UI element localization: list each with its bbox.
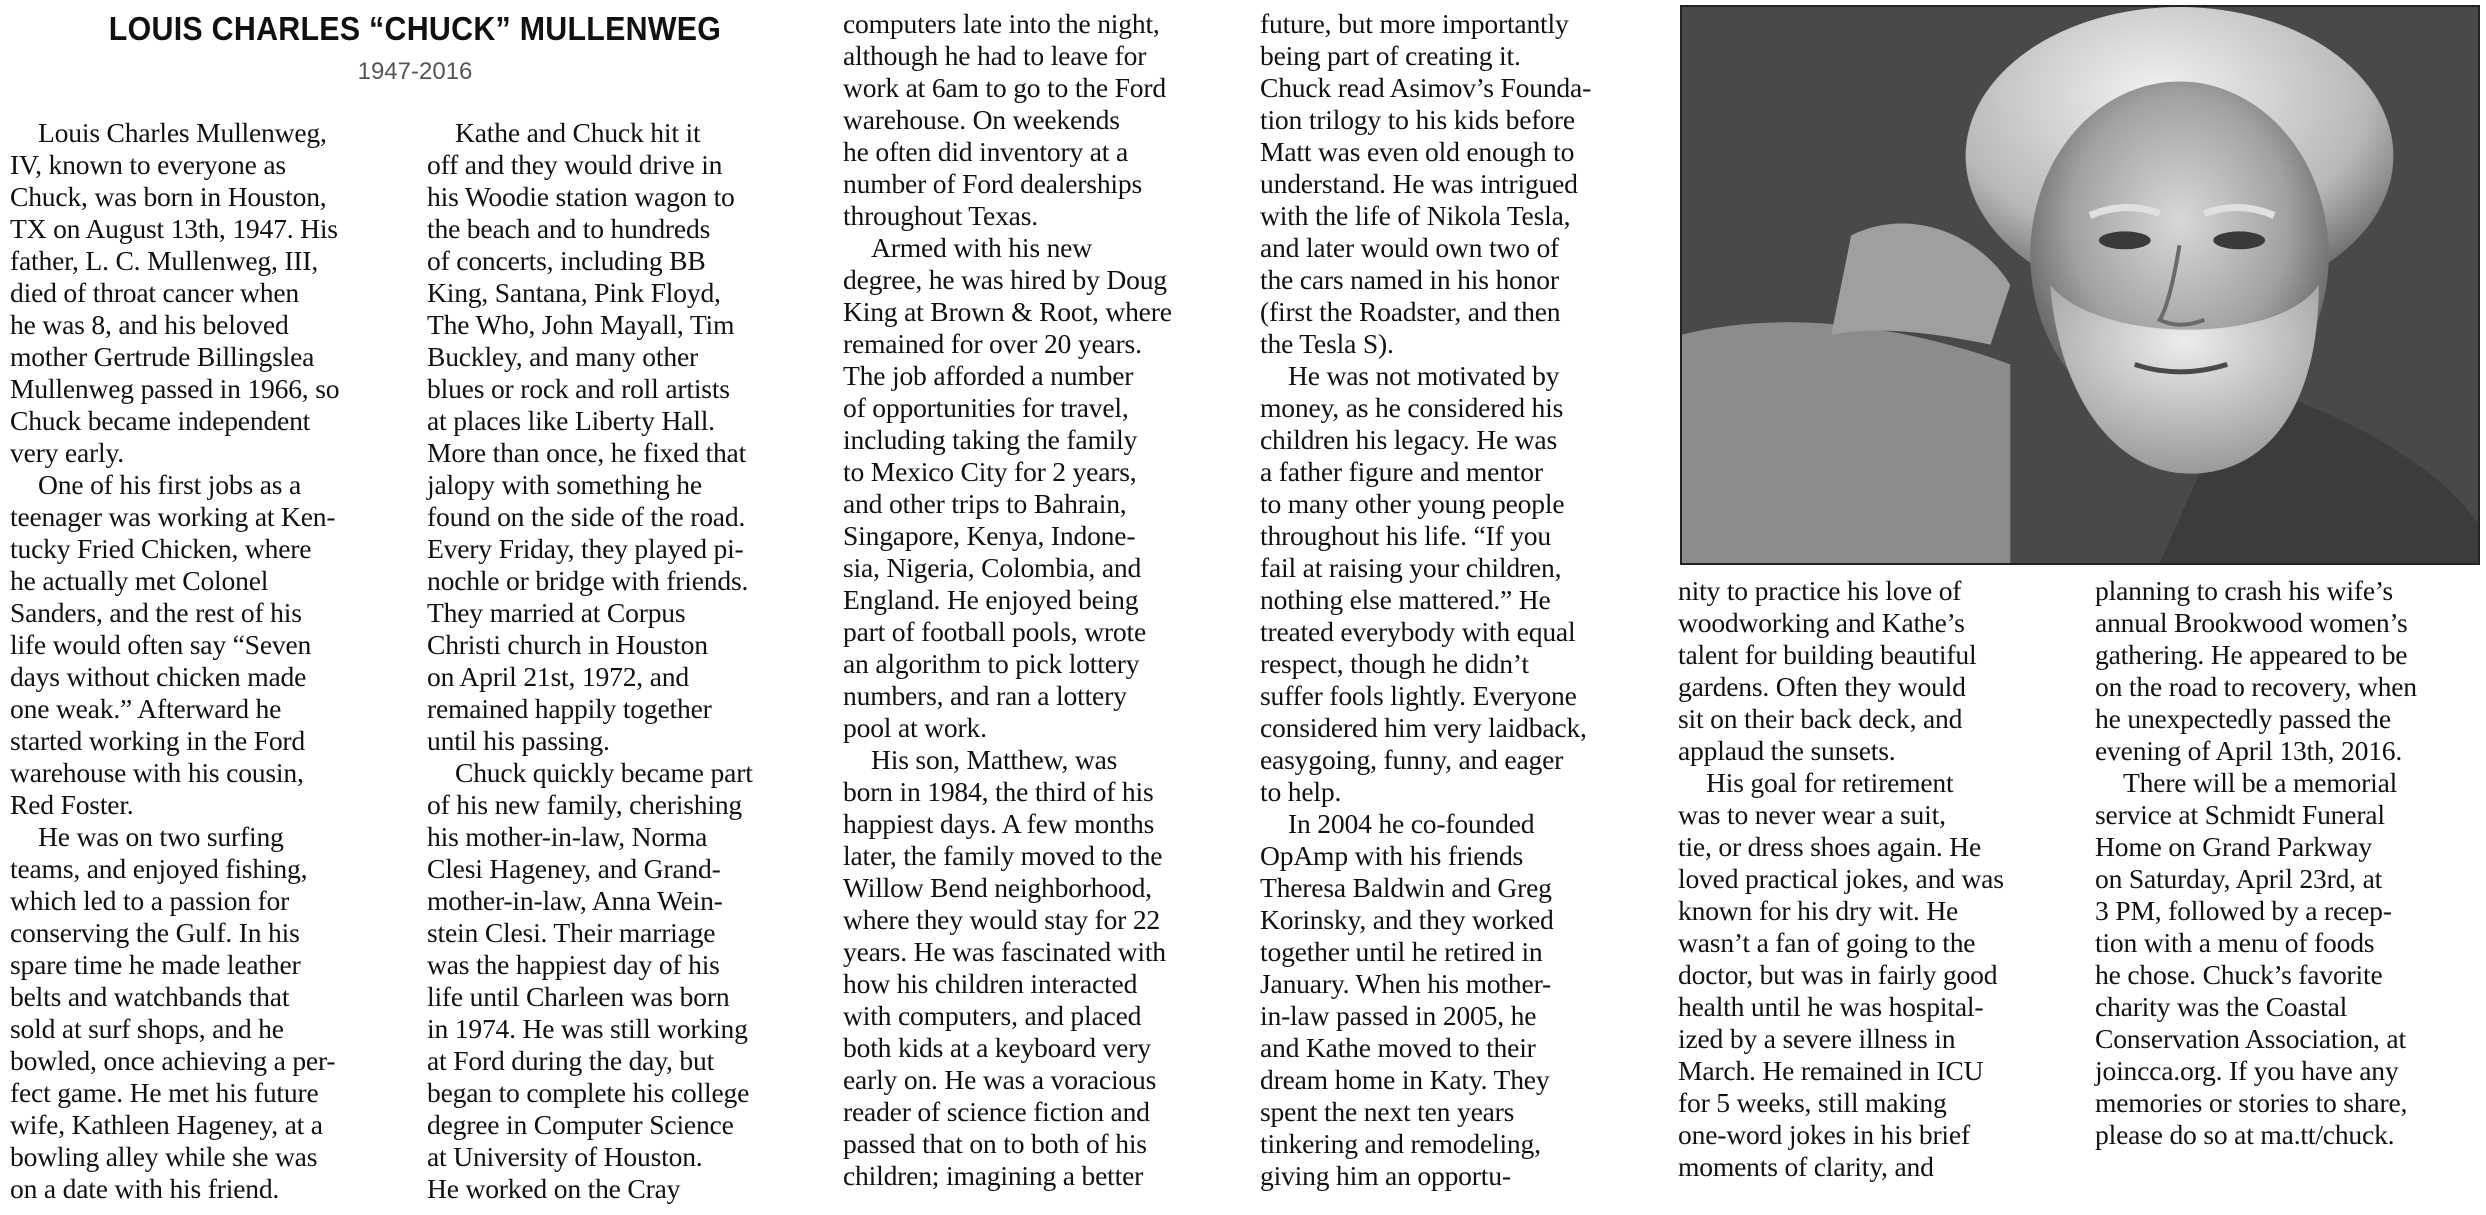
text-line: The job afforded a number <box>843 360 1134 391</box>
text-line: on a date with his friend. <box>10 1173 280 1204</box>
text-line: reader of science fiction and <box>843 1096 1150 1127</box>
text-line: respect, though he didn’t <box>1260 648 1529 679</box>
text-line: although he had to leave for <box>843 40 1147 71</box>
text-line: he unexpectedly passed the <box>2095 703 2391 734</box>
text-line: nochle or bridge with friends. <box>427 565 749 596</box>
text-line: woodworking and Kathe’s <box>1678 607 1965 638</box>
text-line: Sanders, and the rest of his <box>10 597 302 628</box>
text-line: Louis Charles Mullenweg, <box>38 117 327 148</box>
text-line: including taking the family <box>843 424 1138 455</box>
text-line: fect game. He met his future <box>10 1077 319 1108</box>
text-column-5 <box>1678 575 2083 1183</box>
text-line: where they would stay for 22 <box>843 904 1161 935</box>
life-dates: 1947-2016 <box>357 58 473 85</box>
text-line: for 5 weeks, still making <box>1678 1087 1947 1118</box>
text-line: number of Ford dealerships <box>843 168 1143 199</box>
text-line: with the life of Nikola Tesla, <box>1260 200 1571 231</box>
text-line: (first the Roadster, and then <box>1260 296 1561 327</box>
text-line: his Woodie station wagon to <box>427 181 735 212</box>
text-line: dream home in Katy. They <box>1260 1064 1550 1095</box>
text-line: understand. He was intrigued <box>1260 168 1578 199</box>
text-line: belts and watchbands that <box>10 981 290 1012</box>
text-line: died of throat cancer when <box>10 277 299 308</box>
text-line: nothing else mattered.” He <box>1260 584 1551 615</box>
text-line: They married at Corpus <box>427 597 686 628</box>
text-line: IV, known to everyone as <box>10 149 286 180</box>
text-line: warehouse with his cousin, <box>10 757 304 788</box>
text-line: later, the family moved to the <box>843 840 1163 871</box>
text-line: TX on August 13th, 1947. His <box>10 213 338 244</box>
text-line: to help. <box>1260 776 1342 807</box>
text-line: money, as he considered his <box>1260 392 1564 423</box>
text-line: sia, Nigeria, Colombia, and <box>843 552 1142 583</box>
text-line: One of his first jobs as a <box>38 469 302 500</box>
text-line: together until he retired in <box>1260 936 1543 967</box>
text-line: stein Clesi. Their marriage <box>427 917 716 948</box>
text-line: father, L. C. Mullenweg, III, <box>10 245 319 276</box>
text-line: please do so at ma.tt/chuck. <box>2095 1119 2395 1150</box>
text-line: on Saturday, April 23rd, at <box>2095 863 2383 894</box>
text-line: tion with a menu of foods <box>2095 927 2375 958</box>
text-line: planning to crash his wife’s <box>2095 575 2393 606</box>
text-line: Korinsky, and they worked <box>1260 904 1554 935</box>
text-line: England. He enjoyed being <box>843 584 1139 615</box>
text-line: moments of clarity, and <box>1678 1151 1934 1182</box>
text-line: There will be a memorial <box>2123 767 2398 798</box>
text-line: giving him an opportu- <box>1260 1160 1511 1191</box>
text-line: Chuck became independent <box>10 405 311 436</box>
text-line: of concerts, including BB <box>427 245 706 276</box>
text-line: suffer fools lightly. Everyone <box>1260 680 1577 711</box>
text-line: tion trilogy to his kids before <box>1260 104 1575 135</box>
text-line: one weak.” Afterward he <box>10 693 282 724</box>
text-line: tinkering and remodeling, <box>1260 1128 1541 1159</box>
text-line: days without chicken made <box>10 661 307 692</box>
text-line: fail at raising your children, <box>1260 552 1562 583</box>
text-line: on the road to recovery, when <box>2095 671 2417 702</box>
text-line: easygoing, funny, and eager <box>1260 744 1564 775</box>
text-line: in-law passed in 2005, he <box>1260 1000 1537 1031</box>
text-line: known for his dry wit. He <box>1678 895 1959 926</box>
text-line: happiest days. A few months <box>843 808 1155 839</box>
text-line: His son, Matthew, was <box>871 744 1118 775</box>
text-line: Mullenweg passed in 1966, so <box>10 373 340 404</box>
text-line: considered him very laidback, <box>1260 712 1587 743</box>
text-line: remained happily together <box>427 693 712 724</box>
text-line: treated everybody with equal <box>1260 616 1576 647</box>
obituary-title: LOUIS CHARLES “CHUCK” MULLENWEG <box>108 10 722 47</box>
text-line: Singapore, Kenya, Indone- <box>843 520 1136 551</box>
text-line: at Ford during the day, but <box>427 1045 715 1076</box>
text-line: and later would own two of <box>1260 232 1560 263</box>
text-line: part of football pools, wrote <box>843 616 1147 647</box>
text-line: joincca.org. If you have any <box>2095 1055 2399 1086</box>
text-column-3 <box>843 8 1248 1192</box>
text-line: blues or rock and roll artists <box>427 373 730 404</box>
text-line: health until he was hospital- <box>1678 991 1984 1022</box>
text-line: began to complete his college <box>427 1077 750 1108</box>
text-line: Every Friday, they played pi- <box>427 533 744 564</box>
text-line: gardens. Often they would <box>1678 671 1966 702</box>
text-line: on April 21st, 1972, and <box>427 661 689 692</box>
text-line: passed that on to both of his <box>843 1128 1147 1159</box>
text-line: Buckley, and many other <box>427 341 699 372</box>
text-line: 3 PM, followed by a recep- <box>2095 895 2392 926</box>
text-line: work at 6am to go to the Ford <box>843 72 1166 103</box>
text-line: Red Foster. <box>10 789 134 820</box>
text-line: bowled, once achieving a per- <box>10 1045 336 1076</box>
text-line: More than once, he fixed that <box>427 437 747 468</box>
text-line: nity to practice his love of <box>1678 575 1962 606</box>
text-line: very early. <box>10 437 124 468</box>
text-line: sit on their back deck, and <box>1678 703 1963 734</box>
text-line: to many other young people <box>1260 488 1565 519</box>
text-line: Chuck quickly became part <box>455 757 753 788</box>
text-line: was to never wear a suit, <box>1678 799 1946 830</box>
text-line: he was 8, and his beloved <box>10 309 289 340</box>
text-line: an algorithm to pick lottery <box>843 648 1140 679</box>
text-line: off and they would drive in <box>427 149 723 180</box>
text-line: warehouse. On weekends <box>843 104 1120 135</box>
portrait-photo <box>1680 5 2480 565</box>
text-line: started working in the Ford <box>10 725 306 756</box>
text-line: and Kathe moved to their <box>1260 1032 1536 1063</box>
text-line: King at Brown & Root, where <box>843 296 1172 327</box>
text-line: He was on two surfing <box>38 821 284 852</box>
text-column-6 <box>2095 575 2485 1151</box>
text-line: wife, Kathleen Hageney, at a <box>10 1109 323 1140</box>
text-line: he chose. Chuck’s favorite <box>2095 959 2383 990</box>
text-line: throughout his life. “If you <box>1260 520 1551 551</box>
text-line: talent for building beautiful <box>1678 639 1977 670</box>
text-line: numbers, and ran a lottery <box>843 680 1127 711</box>
text-line: which led to a passion for <box>10 885 290 916</box>
text-line: born in 1984, the third of his <box>843 776 1154 807</box>
text-line: mother-in-law, Anna Wein- <box>427 885 723 916</box>
text-line: March. He remained in ICU <box>1678 1055 1984 1086</box>
text-line: at places like Liberty Hall. <box>427 405 715 436</box>
text-line: a father figure and mentor <box>1260 456 1543 487</box>
text-line: the beach and to hundreds <box>427 213 711 244</box>
text-line: Kathe and Chuck hit it <box>455 117 701 148</box>
text-line: teams, and enjoyed fishing, <box>10 853 308 884</box>
text-line: charity was the Coastal <box>2095 991 2348 1022</box>
text-line: one-word jokes in his brief <box>1678 1119 1970 1150</box>
text-line: to Mexico City for 2 years, <box>843 456 1137 487</box>
text-line: Armed with his new <box>871 232 1092 263</box>
text-line: loved practical jokes, and was <box>1678 863 2004 894</box>
text-line: Chuck, was born in Houston, <box>10 181 327 212</box>
text-line: annual Brookwood women’s <box>2095 607 2408 638</box>
text-line: The Who, John Mayall, Tim <box>427 309 735 340</box>
text-line: spent the next ten years <box>1260 1096 1515 1127</box>
text-line: memories or stories to share, <box>2095 1087 2408 1118</box>
text-line: at University of Houston. <box>427 1141 703 1172</box>
text-line: OpAmp with his friends <box>1260 840 1524 871</box>
portrait-image <box>1682 7 2478 563</box>
text-line: both kids at a keyboard very <box>843 1032 1151 1063</box>
text-line: service at Schmidt Funeral <box>2095 799 2385 830</box>
text-line: bowling alley while she was <box>10 1141 318 1172</box>
text-line: he often did inventory at a <box>843 136 1129 167</box>
text-column-2 <box>427 117 832 1205</box>
text-line: of opportunities for travel, <box>843 392 1129 423</box>
text-line: early on. He was a voracious <box>843 1064 1157 1095</box>
text-line: He worked on the Cray <box>427 1173 681 1204</box>
text-line: teenager was working at Ken- <box>10 501 336 532</box>
text-line: His goal for retirement <box>1706 767 1954 798</box>
text-line: degree in Computer Science <box>427 1109 734 1140</box>
text-column-4 <box>1260 8 1665 1192</box>
text-line: the cars named in his honor <box>1260 264 1559 295</box>
text-line: Chuck read Asimov’s Founda- <box>1260 72 1592 103</box>
text-line: remained for over 20 years. <box>843 328 1142 359</box>
text-line: in 1974. He was still working <box>427 1013 748 1044</box>
text-line: Clesi Hageney, and Grand- <box>427 853 721 884</box>
text-line: pool at work. <box>843 712 987 743</box>
text-line: Theresa Baldwin and Greg <box>1260 872 1552 903</box>
text-line: gathering. He appeared to be <box>2095 639 2408 670</box>
text-line: life would often say “Seven <box>10 629 312 660</box>
text-line: and other trips to Bahrain, <box>843 488 1127 519</box>
text-line: applaud the sunsets. <box>1678 735 1896 766</box>
text-line: Matt was even old enough to <box>1260 136 1575 167</box>
text-line: future, but more importantly <box>1260 8 1569 39</box>
text-line: Home on Grand Parkway <box>2095 831 2373 862</box>
text-line: doctor, but was in fairly good <box>1678 959 1998 990</box>
text-line: King, Santana, Pink Floyd, <box>427 277 721 308</box>
text-line: Christi church in Houston <box>427 629 708 660</box>
text-line: he actually met Colonel <box>10 565 269 596</box>
text-line: until his passing. <box>427 725 610 756</box>
text-line: found on the side of the road. <box>427 501 746 532</box>
text-line: wasn’t a fan of going to the <box>1678 927 1976 958</box>
text-line: tie, or dress shoes again. He <box>1678 831 1982 862</box>
text-line: sold at surf shops, and he <box>10 1013 284 1044</box>
text-line: ized by a severe illness in <box>1678 1023 1956 1054</box>
text-line: was the happiest day of his <box>427 949 720 980</box>
text-line: tucky Fried Chicken, where <box>10 533 312 564</box>
text-line: children; imagining a better <box>843 1160 1144 1191</box>
text-line: He was not motivated by <box>1288 360 1560 391</box>
text-line: throughout Texas. <box>843 200 1038 231</box>
text-line: Willow Bend neighborhood, <box>843 872 1152 903</box>
text-line: of his new family, cherishing <box>427 789 743 820</box>
text-line: spare time he made leather <box>10 949 301 980</box>
text-line: mother Gertrude Billingslea <box>10 341 315 372</box>
text-line: January. When his mother- <box>1260 968 1551 999</box>
text-column-1 <box>10 117 415 1205</box>
text-line: degree, he was hired by Doug <box>843 264 1167 295</box>
text-line: In 2004 he co-founded <box>1288 808 1535 839</box>
text-line: conserving the Gulf. In his <box>10 917 300 948</box>
text-line: computers late into the night, <box>843 8 1160 39</box>
text-line: evening of April 13th, 2016. <box>2095 735 2403 766</box>
text-line: with computers, and placed <box>843 1000 1142 1031</box>
text-line: the Tesla S). <box>1260 328 1394 359</box>
text-line: his mother-in-law, Norma <box>427 821 708 852</box>
text-line: years. He was fascinated with <box>843 936 1166 967</box>
text-line: jalopy with something he <box>427 469 702 500</box>
text-line: Conservation Association, at <box>2095 1023 2406 1054</box>
text-line: life until Charleen was born <box>427 981 730 1012</box>
text-line: how his children interacted <box>843 968 1138 999</box>
text-line: being part of creating it. <box>1260 40 1521 71</box>
text-line: children his legacy. He was <box>1260 424 1557 455</box>
